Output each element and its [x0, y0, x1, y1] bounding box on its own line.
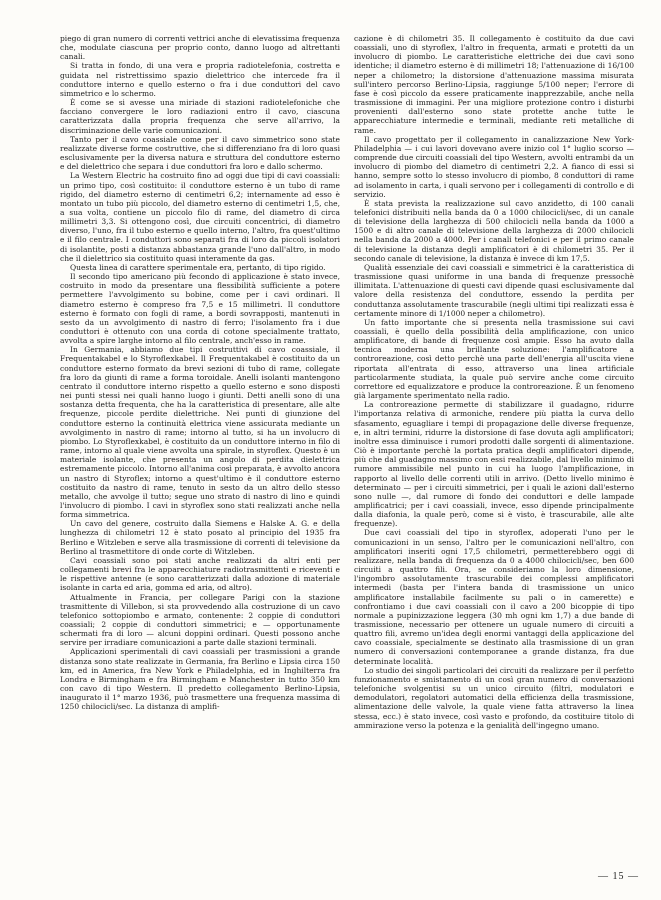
paragraph: Tanto per il cavo coassiale come per il cavo simmetrico sono state realizzate diverse forme costruttive, che si differenziano fra di loro quasi esclusivamente per la diversa natura e struttura del conduttore esterno e del dielettrico che separa i due conduttori fra loro e dallo schermo.: [60, 134, 340, 172]
paragraph: La controreazione permette di stabilizzare il guadagno, ridurre l'importanza relativa di armoniche, rendere più piatta la curva dello sfasamento, eguagliare i tempi di propagazione delle diverse frequenze, e, in altri termini, ridurre la distorsione di fase dovuta agli amplificatori; inoltre essa diminuisce i rumori prodotti dalle sorgenti di alimentazione. Ciò è importante perchè la portata pratica degli amplificatori dipende, più che dal guadagno massimo con essi realizzabile, dal livello minimo di rumore ammissibile nel punto in cui ha luogo l'amplificazione, in rapporto al livello delle correnti utili in arrivo. (Detto livello minimo è determinato — per i circuiti simmetrici, per i quali le azioni dall'esterno sono nulle —, dal rumore di fondo dei conduttori e delle lampade amplificatrici; per i cavi coassiali, invece, esso dipende principalmente dalla diafonia, la quale però, come si è visto, è trascurabile, alle alte frequenze).: [354, 400, 634, 529]
paragraph: La Western Electric ha costruito fino ad oggi due tipi di cavi coassiali: un primo tipo, così costituito: il conduttore esterno è un tubo di rame rigido, del diametro esterno di centimetri 6,2; internamente ad esso è montato un tubo più piccolo, del diametro esterno di centimetri 1,5, che, a sua volta, contiene un piccolo filo di rame, del diametro di circa millimetri 3,3. Si ottengono così, due circuiti concentrici, di diametro diverso, l'uno, fra il tubo esterno e quello interno, l'altro, fra quest'ultimo e il filo centrale. I conduttori sono separati fra di loro da piccoli isolatori di isolantite, posti a distanza abbastanza grande l'uno dall'altro, in modo che il dielettrico sia costituito quasi interamente da gas.: [60, 171, 340, 263]
paragraph: Cavi coassiali sono poi stati anche realizzati da altri enti per collegamenti brevi fra le apparecchiature radiotrasmittenti e riceventi e le rispettive antenne (e sono caratterizzati dalla adozione di materiale isolante in carta ed aria, gomma ed aria, od altro).: [60, 555, 340, 593]
text-columns: [60, 34, 637, 854]
right-column: [354, 34, 634, 854]
paragraph: cazione è di chilometri 35. Il collegamento è costituito da due cavi coassiali, uno di styroflex, l'altro in frequenta, armati e protetti da un involucro di piombo. Le caratteristiche elettriche dei due cavi sono identiche; il diametro esterno è di millimetri 18; l'attenuazione di 16/100 neper a chilometro; la distorsione d'attenuazione massima misurata sull'intero percorso Berlino-Lipsia, raggiunge 5/100 neper; l'errore di fase è così piccolo da essere praticamente inapprezzabile, anche nella trasmissione di immagini. Per una migliore protezione contro i disturbi provenienti dall'esterno sono state protette anche tutte le apparecchiature intermedie e terminali, mediante reti metalliche di rame.: [354, 34, 634, 135]
paragraph: È come se si avesse una miriade di stazioni radiotelefoniche che facciano convergere le loro radiazioni entro il cavo, ciascuna caratterizzata dalla propria frequenza che serve all'arrivo, la discriminazione delle varie comunicazioni.: [60, 98, 340, 135]
paragraph: Un cavo del genere, costruito dalla Siemens e Halske A. G. e della lunghezza di chilometri 12 è stato posato al principio del 1935 fra Berlino e Witzleben e serve alla trasmissione di correnti di televisione da Berlino al trasmettitore di onde corte di Witzleben.: [60, 519, 340, 556]
page-number: — 15 —: [598, 871, 639, 882]
left-column: [60, 34, 340, 854]
paragraph: piego di gran numero di correnti vettrici anche di elevatissima frequenza che, modulate ciascuna per proprio conto, danno luogo ad altrettanti canali.: [60, 34, 340, 62]
paragraph: Un fatto importante che si presenta nella trasmissione sui cavi coassiali, è quello della possibilità della amplificazione, con unico amplificatore, di bande di frequenze così ampie. Esso ha avuto dalla tecnica moderna una brillante soluzione: l'amplificatore a controreazione, così detto perchè una parte dell'energia all'uscita viene riportata all'entrata di esso, attraverso una linea artificiale particolarmente studiata, la quale può servire anche come circuito correttore ed equalizzatore e produce la controreazione. È un fenomeno già largamente sperimentato nella radio.: [354, 317, 634, 401]
paragraph: Questa linea di carattere sperimentale era, pertanto, di tipo rigido.: [70, 262, 326, 272]
paragraph: In Germania, abbiamo due tipi costruttivi di cavo coassiale, il Frequentakabel e lo Styroflexkabel. Il Frequentakabel è costituito da un conduttore esterno formato da brevi sezioni di tubo di rame, collegate fra loro da giunti di rame a forma toroidale. Anelli isolanti mantengono centrato il conduttore interno rispetto a quello esterno e sono disposti nei punti stessi nei quali hanno luogo i giunti. Detti anelli sono di una sostanza detta frequenta, che ha la caratteristica di presentare, alle alte frequenze, piccole perdite dielettriche. Nei punti di giunzione del conduttore esterno la continuità elettrica viene assicurata mediante un avvolgimento in nastro di rame; intorno al tutto, si ha un involucro di piombo. Lo Styroflexkabel, è costituito da un conduttore interno in filo di rame, intorno al quale viene avvolta una spirale, in styroflex. Questo è un materiale isolante, che presenta un angolo di perdita dielettrica estremamente piccolo. Intorno all'anima così preparata, è avvolto ancora un nastro di Styroflex; intorno a quest'ultimo è il conduttore esterno costituito da nastro di rame, tenuto in sesto da un altro dello stesso metallo, che avvolge il tutto; segue uno strato di nastro di lino e quindi l'involucro di piombo. I cavi in styroflex sono stati realizzati anche nella forma simmetrica.: [60, 345, 340, 520]
paragraph: Due cavi coassiali del tipo in styroflex, adoperati l'uno per le comunicazioni in un senso, l'altro per le comunicazioni nell'altro, con amplificatori inseriti ogni 17,5 chilometri, permetterebbero oggi di realizzare, nella banda di frequenza da 0 a 4000 chilocicli/sec, ben 600 circuiti a quattro fili. Ora, se consideriamo la loro dimensione, l'ingombro assolutamente trascurabile dei complessi amplificatori intermedi (basta per l'intera banda di trasmissione un unico amplificatore installabile facilmente su pali o in camerette) e confrontiamo i due cavi coassiali con il cavo a 200 bicoppie di tipo normale a pupinizzazione leggera (30 mh ogni km 1,7) a due bande di trasmissione, necessario per ottenere un uguale numero di circuiti a quattro fili, avremo un'idea degli enormi vantaggi della applicazione del cavo coassiale, specialmente se destinato alla trasmissione di un gran numero di conversazioni contemporanee a grande distanza, fra due determinate località.: [354, 528, 634, 666]
paragraph: È stata prevista la realizzazione sul cavo anzidetto, di 100 canali telefonici distribuiti nella banda da 0 a 1000 chilocicli/sec, di un canale di televisione della larghezza di 500 chilocicli nella banda da 1000 a 1500 e di altro canale di televisione della larghezza di 2000 chilocicli nella banda da 2000 a 4000. Per i canali telefonici e per il primo canale di televisione la distanza degli amplificatori è di chilometri 35. Per il secondo canale di televisione, la distanza è invece di km 17,5.: [354, 198, 634, 263]
paragraph: Si tratta in fondo, di una vera e propria radiotelefonia, costretta e guidata nel ristrettissimo spazio dielettrico che intercede fra il conduttore interno e quello esterno o fra i due conduttori del cavo simmetrico e lo schermo.: [60, 61, 340, 98]
paragraph: Attualmente in Francia, per collegare Parigi con la stazione trasmittente di Villebon, si sta provvedendo alla costruzione di un cavo telefonico sottopiombo e armato, contenente: 2 coppie di conduttori coassiali; 2 coppie di conduttori simmetrici; e — opportunamente schermati fra di loro — alcuni doppini ordinari. Questi possono anche servire per irradiare comunicazioni a parte dalle stazioni terminali.: [60, 592, 340, 648]
paragraph: Il cavo progettato per il collegamento in canalizzazione New York-Philadelphia — i cui lavori dovevano avere inizio col 1° luglio scorso — comprende due circuiti coassiali del tipo Western, avvolti entrambi da un involucro di piombo del diametro di centimetri 2,2. A fianco di essi si hanno, sempre sotto lo stesso involucro di piombo, 8 conduttori di rame ad isolamento in carta, i quali servono per i collegamenti di controllo e di servizio.: [354, 134, 634, 199]
paragraph: Il secondo tipo americano più fecondo di applicazione è stato invece, costruito in modo da presentare una flessibilità sufficiente a potere permettere l'avvolgimento su bobine, come per i cavi ordinari. Il diametro esterno è compreso fra 7,5 e 15 millimetri. Il conduttore esterno è formato con fogli di rame, a bordi sovrapposti, mantenuti in sesto da un avvolgimento di nastro di ferro; l'isolamento fra i due conduttori è ottenuto con una corda di cotone specialmente trattato, avvolta a spire larghe intorno al filo centrale, anch'esso in rame.: [60, 272, 340, 346]
paragraph: Qualità essenziale dei cavi coassiali e simmetrici è la caratteristica di trasmissione quasi uniforme in una banda di frequenze pressochè illimitata. L'attenuazione di questi cavi dipende quasi esclusivamente dal valore della resistenza del conduttore, essendo la perdita per conduttanza assolutamente trascurabile (negli ultimi tipi realizzati essa è certamente minore di 1/1000 neper a chilometro).: [354, 262, 634, 318]
paragraph: Lo studio dei singoli particolari dei circuiti da realizzare per il perfetto funzionamento e smistamento di un così gran numero di conversazioni telefoniche svolgentisi su un unico circuito (filtri, modulatori e demodulatori, regolatori automatici della efficienza della trasmissione, alimentazione delle valvole, la quale viene fatta attraverso la linea stessa, ecc.) è stato invece, così vasto e profondo, da costituire titolo di ammirazione verso la potenza e la genialità dell'ingegno umano.: [354, 665, 634, 730]
paragraph: Applicazioni sperimentali di cavi coassiali per trasmissioni a grande distanza sono state realizzate in Germania, fra Berlino e Lipsia circa 150 km, ed in America, fra New York e Philadelphia, ed in Inghilterra fra Londra e Birmingham e fra Birmingham e Manchester in tutto 350 km con cavo di tipo Western. Il predetto collegamento Berlino-Lipsia, inaugurato il 1° marzo 1936, può trasmettere una frequenza massima di 1250 chilocicli/sec. La distanza di amplifi-: [60, 647, 340, 712]
